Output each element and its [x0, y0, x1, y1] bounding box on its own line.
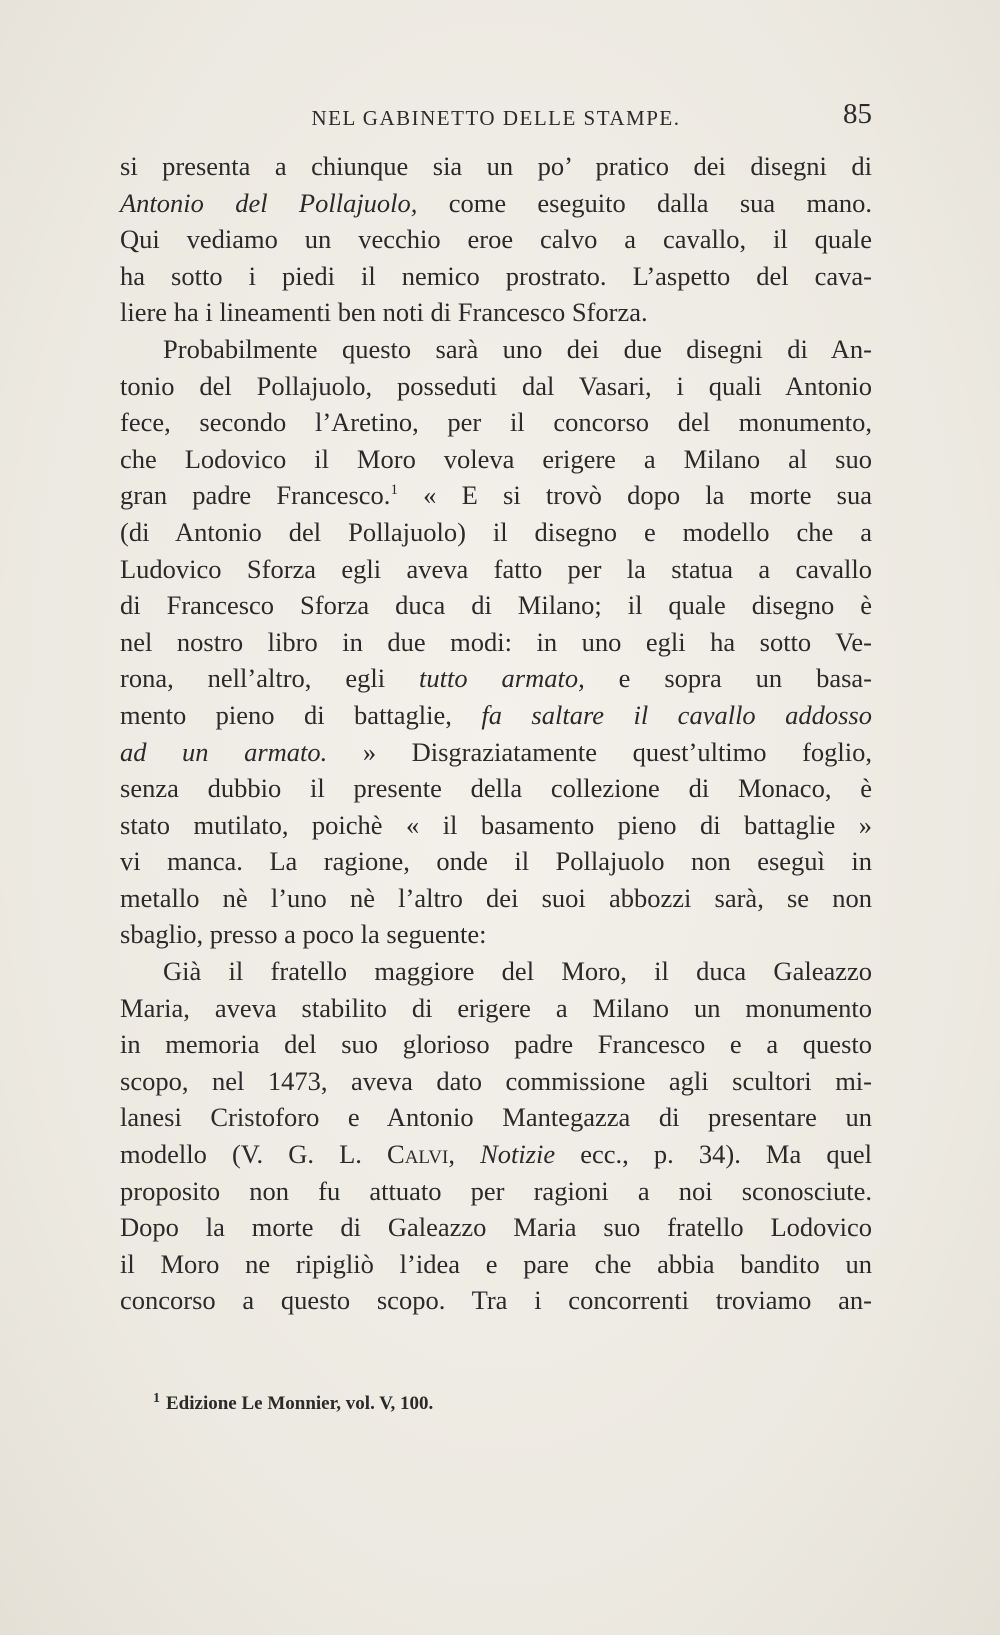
paragraph-1	[120, 148, 872, 331]
text-line: (di Antonio del Pollajuolo) il disegno e modello che a	[120, 516, 872, 547]
footnote-marker: 1	[153, 1391, 160, 1406]
text-line: Dopo la morte di Galeazzo Maria suo fratello Lodovico	[120, 1212, 872, 1243]
running-header	[120, 98, 872, 138]
paragraph-3	[120, 953, 872, 1319]
text-line: stato mutilato, poichè « il basamento pieno di battaglie »	[120, 809, 872, 840]
body-text	[120, 148, 872, 1319]
text-segment: mento pieno di battaglie,	[120, 699, 482, 730]
text-line: scopo, nel 1473, aveva dato commissione agli scultori mi-	[120, 1065, 872, 1096]
italic-phrase: ad un armato.	[120, 736, 328, 767]
text-segment: rona, nell’altro, egli	[120, 663, 419, 694]
page-number: 85	[843, 98, 872, 130]
text-line: Già il fratello maggiore del Moro, il duca Galeazzo	[163, 956, 872, 987]
text-line	[120, 185, 872, 222]
italic-name: Antonio del Pollajuolo,	[120, 187, 418, 218]
text-line: di Francesco Sforza duca di Milano; il quale disegno è	[120, 590, 872, 621]
running-title: NEL GABINETTO DELLE STAMPE.	[311, 106, 681, 130]
text-line: ha sotto i piedi il nemico prostrato. L’aspetto del cava-	[120, 260, 872, 291]
italic-phrase: fa saltare il cavallo addosso	[481, 699, 872, 730]
text-line: tonio del Pollajuolo, posseduti dal Vasari, i quali Antonio	[120, 370, 872, 401]
text-line	[120, 1136, 872, 1173]
text-segment: modello (V. G. L.	[120, 1139, 388, 1170]
text-line: in memoria del suo glorioso padre Francesco e a questo	[120, 1029, 872, 1060]
text-line: nel nostro libro in due modi: in uno egli ha sotto Ve-	[120, 626, 872, 657]
text-line: il Moro ne ripigliò l’idea e pare che abbia bandito un	[120, 1248, 872, 1279]
text-segment: ecc., p. 34). Ma quel	[555, 1139, 872, 1170]
text-line: sbaglio, presso a poco la seguente:	[120, 919, 487, 950]
text-line: metallo nè l’uno nè l’altro dei suoi abbozzi sarà, se non	[120, 882, 872, 913]
text-line: Probabilmente questo sarà uno dei due disegni di An-	[163, 333, 872, 364]
text-line: liere ha i lineamenti ben noti di Francesco Sforza.	[120, 297, 648, 328]
text-line: fece, secondo l’Aretino, per il concorso del monumento,	[120, 407, 872, 438]
text-line	[120, 734, 872, 771]
small-caps-name: Calvi	[387, 1139, 449, 1170]
text-segment: gran padre Francesco.	[120, 480, 391, 511]
text-segment: ,	[448, 1139, 481, 1170]
text-line	[120, 477, 872, 514]
text-line: si presenta a chiunque sia un po’ pratico dei disegni di	[120, 151, 872, 181]
text-line: senza dubbio il presente della collezione di Monaco, è	[120, 773, 872, 804]
text-segment: e sopra un basa-	[584, 663, 873, 694]
text-segment: » Disgraziatamente quest’ultimo foglio,	[327, 736, 872, 767]
text-line	[120, 660, 872, 697]
footnote-text: Edizione Le Monnier, vol. V, 100.	[166, 1393, 434, 1414]
text-line: concorso a questo scopo. Tra i concorrenti troviamo an-	[120, 1285, 872, 1316]
text-line: Qui vediamo un vecchio eroe calvo a cavallo, il quale	[120, 224, 872, 255]
paragraph-2	[120, 331, 872, 953]
text-line: proposito non fu attuato per ragioni a noi sconosciute.	[120, 1175, 872, 1206]
text-line: che Lodovico il Moro voleva erigere a Milano al suo	[120, 443, 872, 474]
text-line: Ludovico Sforza egli aveva fatto per la statua a cavallo	[120, 553, 872, 584]
footnote	[153, 1393, 873, 1415]
text-segment: « E si trovò dopo la morte sua	[397, 480, 873, 511]
italic-title: Notizie	[480, 1139, 556, 1170]
text-line	[120, 697, 872, 734]
text-segment: come eseguito dalla sua mano.	[417, 187, 872, 218]
text-line: lanesi Cristoforo e Antonio Mantegazza di presentare un	[120, 1102, 872, 1133]
text-line: vi manca. La ragione, onde il Pollajuolo non eseguì in	[120, 846, 872, 877]
italic-phrase: tutto armato,	[419, 663, 585, 694]
footnote-reference: 1	[390, 482, 398, 499]
text-line: Maria, aveva stabilito di erigere a Milano un monumento	[120, 992, 872, 1023]
